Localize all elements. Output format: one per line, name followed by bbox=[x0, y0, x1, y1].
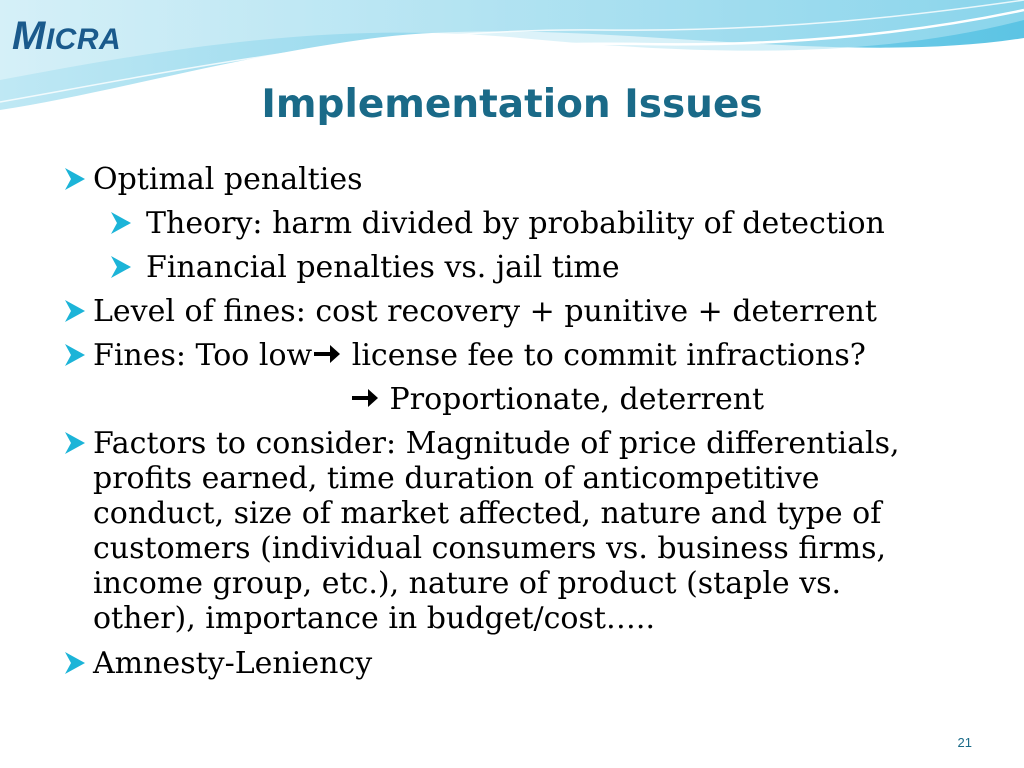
arrowhead-bullet-icon bbox=[108, 209, 134, 237]
list-item-text: Factors to consider: Magnitude of price differentials, profits earned, time duration of anticompetitive conduct, size of market affected, nature and type of customers (individual consumers vs. business firms, income group, etc.), nature of product (staple vs. other), importance in budget/cost….. bbox=[93, 426, 900, 636]
arrowhead-bullet-icon bbox=[62, 649, 88, 677]
list-item-text: license fee to commit infractions? bbox=[342, 338, 866, 373]
right-arrow-icon bbox=[350, 385, 380, 411]
list-item-text: Level of fines: cost recovery + punitive + deterrent bbox=[93, 294, 877, 329]
page-number: 21 bbox=[957, 735, 972, 750]
arrowhead-bullet-icon bbox=[108, 253, 134, 281]
arrowhead-bullet-icon bbox=[62, 297, 88, 325]
arrowhead-bullet-icon bbox=[62, 341, 88, 369]
slide-title: Implementation Issues bbox=[261, 82, 763, 127]
logo-rest: ICRA bbox=[45, 23, 122, 56]
list-item bbox=[60, 338, 960, 373]
list-item bbox=[60, 162, 960, 197]
logo-first-letter: M bbox=[12, 14, 46, 58]
sub-list-item bbox=[60, 206, 960, 241]
arrowhead-bullet-icon bbox=[62, 429, 88, 457]
micra-logo bbox=[12, 14, 121, 59]
list-item-text: Amnesty-Leniency bbox=[93, 646, 373, 681]
sub-list-item bbox=[60, 250, 960, 285]
right-arrow-icon bbox=[312, 341, 342, 367]
list-item-text: Fines: Too low bbox=[93, 338, 313, 373]
arrowhead-bullet-icon bbox=[62, 165, 88, 193]
list-item bbox=[60, 294, 960, 329]
list-item bbox=[60, 426, 953, 636]
slide-content bbox=[60, 162, 960, 690]
list-item bbox=[60, 646, 960, 681]
list-item-text: Financial penalties vs. jail time bbox=[146, 250, 620, 285]
list-item-text: Optimal penalties bbox=[93, 162, 363, 197]
list-item-text: Proportionate, deterrent bbox=[380, 382, 765, 417]
list-item-text: Theory: harm divided by probability of detection bbox=[146, 206, 885, 241]
list-item-continuation bbox=[60, 382, 960, 417]
